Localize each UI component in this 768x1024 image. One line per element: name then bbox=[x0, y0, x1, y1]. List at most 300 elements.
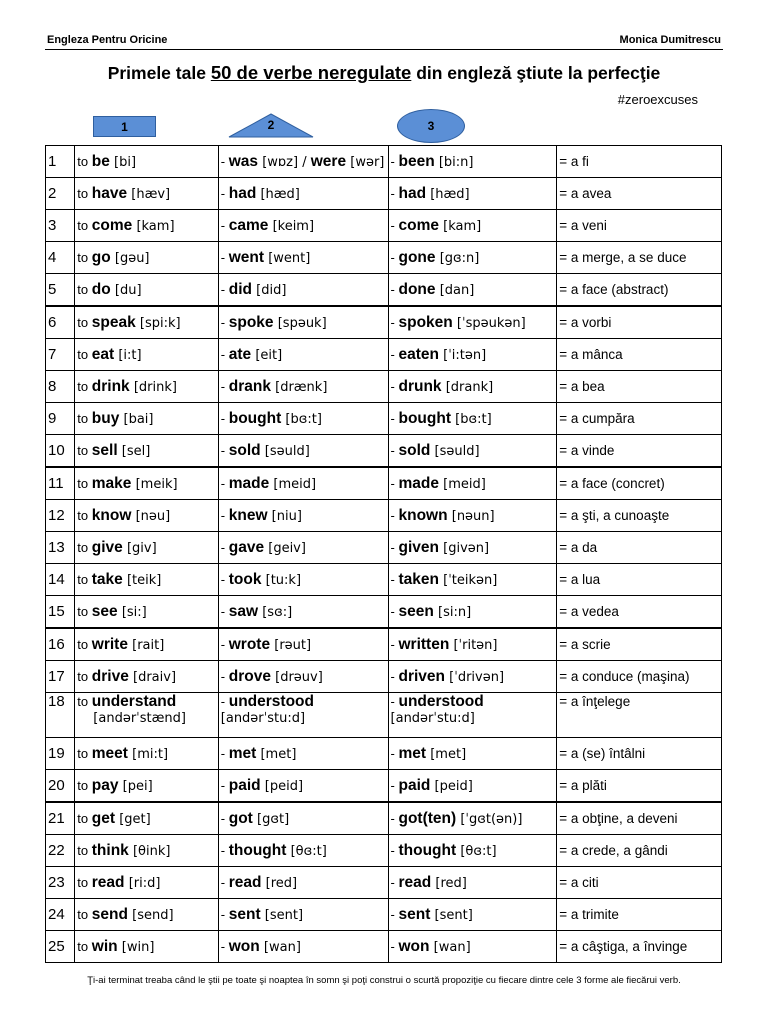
infinitive-cell bbox=[75, 596, 218, 629]
table-row bbox=[46, 210, 722, 242]
past-simple-cell bbox=[218, 899, 388, 931]
verb-past-participle-phonetic: [ˈi:tən] bbox=[443, 347, 487, 363]
infinitive-cell bbox=[75, 339, 218, 371]
past-participle-cell bbox=[388, 770, 557, 803]
translation: = a avea bbox=[559, 186, 612, 201]
verb-past-participle-phonetic: [andərˈstu:d] bbox=[390, 711, 475, 726]
verb-to: to bbox=[77, 810, 92, 826]
past-simple-cell bbox=[218, 500, 388, 532]
verb-past-participle: gone bbox=[398, 248, 436, 266]
verb-infinitive: speak bbox=[91, 313, 136, 331]
translation: = a conduce (maşina) bbox=[559, 669, 690, 684]
verb-infinitive-phonetic: [get] bbox=[119, 811, 151, 827]
infinitive-cell bbox=[75, 306, 218, 339]
row-number: 20 bbox=[46, 770, 75, 803]
verb-past-participle: drunk bbox=[398, 377, 442, 395]
table-row bbox=[46, 661, 722, 693]
translation: = a vedea bbox=[559, 604, 619, 619]
dash: - bbox=[390, 668, 399, 684]
past-simple-cell bbox=[218, 802, 388, 835]
verb-past-participle: sent bbox=[398, 905, 431, 923]
table-row bbox=[46, 500, 722, 532]
past-simple-cell bbox=[218, 146, 388, 178]
verb-to: to bbox=[77, 777, 92, 793]
verb-infinitive: meet bbox=[91, 744, 128, 762]
table-row bbox=[46, 178, 722, 210]
infinitive-cell bbox=[75, 867, 218, 899]
past-participle-cell bbox=[388, 564, 557, 596]
past-participle-cell bbox=[388, 899, 557, 931]
verb-infinitive-phonetic: [send] bbox=[132, 907, 174, 923]
translation-cell bbox=[557, 738, 722, 770]
header-divider bbox=[45, 49, 723, 50]
row-number: 13 bbox=[46, 532, 75, 564]
verb-past-participle-phonetic: [gɞ:n] bbox=[439, 250, 480, 266]
verb-past-participle-phonetic: [səuld] bbox=[434, 443, 480, 459]
verb-past-participle-phonetic: [ˈspəukən] bbox=[456, 315, 526, 331]
dash: - bbox=[390, 810, 399, 826]
translation: = a lua bbox=[559, 572, 601, 587]
dash: - bbox=[390, 217, 399, 233]
past-participle-cell bbox=[388, 596, 557, 629]
verb-to: to bbox=[77, 745, 92, 761]
table-row bbox=[46, 403, 722, 435]
hashtag: #zeroexcuses bbox=[617, 92, 698, 107]
verb-infinitive: understand bbox=[91, 693, 177, 710]
dash: - bbox=[220, 842, 229, 858]
verb-past-simple-phonetic: [spəuk] bbox=[277, 315, 327, 331]
verb-infinitive: write bbox=[91, 635, 128, 653]
verb-past-participle-phonetic: [givən] bbox=[443, 540, 490, 556]
dash: - bbox=[220, 874, 229, 890]
verb-past-simple-phonetic: [meid] bbox=[273, 476, 317, 492]
dash: - bbox=[220, 378, 229, 394]
verb-infinitive-phonetic: [rait] bbox=[132, 637, 165, 653]
verb-past-participle-phonetic: [bi:n] bbox=[438, 154, 474, 170]
row-number: 23 bbox=[46, 867, 75, 899]
verb-past-simple: got bbox=[228, 809, 253, 827]
verb-past-simple-phonetic: [andərˈstu:d] bbox=[220, 711, 306, 726]
translation-cell bbox=[557, 339, 722, 371]
dash: - bbox=[220, 346, 229, 362]
dash: - bbox=[220, 668, 229, 684]
verb-past-simple-phonetic: [səuld] bbox=[264, 443, 310, 459]
verb-past-participle-phonetic: [ˈgɞt(ən)] bbox=[460, 811, 523, 827]
past-participle-cell bbox=[388, 371, 557, 403]
verb-past-participle: eaten bbox=[398, 345, 439, 363]
verb-past-participle: read bbox=[398, 873, 432, 891]
dash: - bbox=[390, 507, 399, 523]
past-simple-cell bbox=[218, 738, 388, 770]
verb-past-participle-phonetic: [dan] bbox=[439, 282, 475, 298]
verb-past-simple-phonetic: [wɒz] bbox=[262, 154, 299, 170]
verb-to: to bbox=[77, 378, 92, 394]
row-number: 6 bbox=[46, 306, 75, 339]
table-row bbox=[46, 802, 722, 835]
verb-to: to bbox=[77, 571, 92, 587]
verb-infinitive-phonetic: [meik] bbox=[135, 476, 178, 492]
verb-past-simple: came bbox=[228, 216, 269, 234]
infinitive-cell bbox=[75, 802, 218, 835]
infinitive-cell bbox=[75, 899, 218, 931]
table-row bbox=[46, 596, 722, 629]
dash: - bbox=[220, 185, 229, 201]
verb-infinitive: go bbox=[91, 248, 111, 266]
translation-cell bbox=[557, 532, 722, 564]
table-row bbox=[46, 274, 722, 307]
infinitive-cell bbox=[75, 500, 218, 532]
past-participle-cell bbox=[388, 802, 557, 835]
translation: = a crede, a gândi bbox=[559, 843, 668, 858]
translation: = a obţine, a deveni bbox=[559, 811, 678, 826]
verb-past-simple-phonetic: [sɞ:] bbox=[262, 604, 293, 620]
translation-cell bbox=[557, 403, 722, 435]
dash: - bbox=[390, 938, 399, 954]
dash: - bbox=[390, 906, 399, 922]
verb-infinitive: know bbox=[91, 506, 132, 524]
verb-to: to bbox=[77, 842, 92, 858]
verb-past-simple-phonetic: [geiv] bbox=[268, 540, 306, 556]
verb-to: to bbox=[77, 410, 92, 426]
dash: - bbox=[390, 842, 399, 858]
verb-past-simple: drank bbox=[228, 377, 271, 395]
translation-cell bbox=[557, 802, 722, 835]
verb-past-simple-phonetic: [peid] bbox=[264, 778, 304, 794]
verb-past-simple-phonetic: [bɞ:t] bbox=[285, 411, 322, 427]
past-simple-cell bbox=[218, 564, 388, 596]
dash: - bbox=[220, 603, 229, 619]
past-participle-cell bbox=[388, 931, 557, 963]
translation: = a cumpăra bbox=[559, 411, 635, 426]
translation-cell bbox=[557, 931, 722, 963]
dash: - bbox=[390, 378, 399, 394]
verb-past-participle: taken bbox=[398, 570, 439, 588]
verb-infinitive-phonetic: [giv] bbox=[126, 540, 157, 556]
dash: - bbox=[390, 874, 399, 890]
row-number: 10 bbox=[46, 435, 75, 468]
verb-past-simple-phonetic: [θɞ:t] bbox=[290, 843, 327, 859]
row-number: 18 bbox=[46, 693, 75, 738]
verb-infinitive: buy bbox=[91, 409, 120, 427]
verb-infinitive: drive bbox=[91, 667, 129, 685]
past-participle-cell bbox=[388, 403, 557, 435]
verb-past-participle-phonetic: [meid] bbox=[443, 476, 486, 492]
verb-past-simple: won bbox=[228, 937, 260, 955]
verb-past-simple: paid bbox=[228, 776, 261, 794]
row-number: 9 bbox=[46, 403, 75, 435]
past-simple-cell bbox=[218, 867, 388, 899]
translation-cell bbox=[557, 693, 722, 738]
past-participle-cell bbox=[388, 628, 557, 661]
translation-cell bbox=[557, 371, 722, 403]
verb-infinitive: be bbox=[91, 152, 110, 170]
dash: - bbox=[390, 636, 399, 652]
title-prefix: Primele tale bbox=[107, 63, 211, 83]
row-number: 5 bbox=[46, 274, 75, 307]
verb-past-participle: paid bbox=[398, 776, 431, 794]
infinitive-cell bbox=[75, 435, 218, 468]
past-participle-cell bbox=[388, 178, 557, 210]
verb-past-participle-phonetic: [si:n] bbox=[438, 604, 472, 620]
verb-past-simple: took bbox=[228, 570, 262, 588]
verb-past-participle-phonetic: [ˈritən] bbox=[453, 637, 498, 653]
verb-past-simple-alt: were bbox=[310, 152, 347, 170]
row-number: 19 bbox=[46, 738, 75, 770]
past-simple-cell bbox=[218, 339, 388, 371]
verb-past-simple: knew bbox=[228, 506, 268, 524]
verb-infinitive: read bbox=[91, 873, 125, 891]
verb-infinitive-phonetic: [win] bbox=[121, 939, 155, 955]
verb-to: to bbox=[77, 874, 92, 890]
translation: = a bea bbox=[559, 379, 605, 394]
table-row bbox=[46, 835, 722, 867]
verb-to: to bbox=[77, 668, 92, 684]
row-number: 2 bbox=[46, 178, 75, 210]
translation: = a vinde bbox=[559, 443, 615, 458]
past-simple-cell bbox=[218, 931, 388, 963]
translation-cell bbox=[557, 867, 722, 899]
infinitive-cell bbox=[75, 693, 218, 738]
dash: - bbox=[220, 810, 229, 826]
verb-past-participle-phonetic: [nəun] bbox=[451, 508, 495, 524]
translation: = a merge, a se duce bbox=[559, 250, 687, 265]
translation-cell bbox=[557, 178, 722, 210]
verb-past-simple-alt-phonetic: [wər] bbox=[350, 154, 385, 170]
verb-past-simple: drove bbox=[228, 667, 271, 685]
dash: - bbox=[220, 249, 229, 265]
translation-cell bbox=[557, 628, 722, 661]
past-participle-cell bbox=[388, 210, 557, 242]
verb-to: to bbox=[77, 185, 92, 201]
table-row bbox=[46, 467, 722, 500]
verb-past-participle-phonetic: [ˈteikən] bbox=[443, 572, 498, 588]
verb-past-simple: understood bbox=[228, 693, 314, 710]
verb-past-simple: wrote bbox=[228, 635, 271, 653]
dash: - bbox=[390, 314, 399, 330]
verb-infinitive-phonetic: [du] bbox=[114, 282, 142, 298]
past-simple-cell bbox=[218, 371, 388, 403]
row-number: 24 bbox=[46, 899, 75, 931]
dash: - bbox=[220, 777, 229, 793]
past-simple-cell bbox=[218, 770, 388, 803]
verb-past-participle: been bbox=[398, 152, 435, 170]
past-simple-cell bbox=[218, 467, 388, 500]
verb-past-participle: come bbox=[398, 216, 439, 234]
past-simple-cell bbox=[218, 532, 388, 564]
verb-past-participle: had bbox=[398, 184, 427, 202]
verb-infinitive-phonetic: [ri:d] bbox=[128, 875, 161, 891]
verb-to: to bbox=[77, 906, 92, 922]
translation-cell bbox=[557, 146, 722, 178]
past-simple-cell bbox=[218, 210, 388, 242]
translation-cell bbox=[557, 306, 722, 339]
translation-cell bbox=[557, 500, 722, 532]
dash: - bbox=[390, 539, 399, 555]
verb-past-participle: driven bbox=[398, 667, 445, 685]
verb-infinitive-phonetic: [teik] bbox=[126, 572, 162, 588]
verb-infinitive-phonetic: [drink] bbox=[133, 379, 177, 395]
verb-past-participle: understood bbox=[398, 693, 484, 710]
row-number: 22 bbox=[46, 835, 75, 867]
table-row bbox=[46, 242, 722, 274]
verb-infinitive-phonetic: [pei] bbox=[122, 778, 153, 794]
translation-cell bbox=[557, 210, 722, 242]
verb-to: to bbox=[77, 249, 92, 265]
dash: - bbox=[390, 442, 399, 458]
verb-past-participle-phonetic: [wan] bbox=[433, 939, 471, 955]
row-number: 14 bbox=[46, 564, 75, 596]
verb-infinitive-phonetic: [bai] bbox=[123, 411, 154, 427]
verb-to: to bbox=[77, 507, 92, 523]
translation-cell bbox=[557, 770, 722, 803]
verb-past-participle: done bbox=[398, 280, 436, 298]
verb-past-simple-phonetic: [sent] bbox=[264, 907, 304, 923]
row-number: 21 bbox=[46, 802, 75, 835]
past-participle-cell bbox=[388, 146, 557, 178]
column-marker-1 bbox=[93, 116, 156, 137]
verb-past-participle-phonetic: [bɞ:t] bbox=[455, 411, 492, 427]
past-participle-cell bbox=[388, 467, 557, 500]
verb-infinitive: do bbox=[91, 280, 111, 298]
dash: - bbox=[390, 475, 399, 491]
verb-past-simple: thought bbox=[228, 841, 287, 859]
past-simple-cell bbox=[218, 661, 388, 693]
translation: = a face (concret) bbox=[559, 476, 665, 491]
past-participle-cell bbox=[388, 661, 557, 693]
translation: = a vorbi bbox=[559, 315, 612, 330]
row-number: 7 bbox=[46, 339, 75, 371]
verb-past-simple-phonetic: [drəuv] bbox=[275, 669, 323, 685]
verb-past-participle: seen bbox=[398, 602, 434, 620]
verb-to: to bbox=[77, 281, 92, 297]
infinitive-cell bbox=[75, 210, 218, 242]
verb-past-participle: made bbox=[398, 474, 439, 492]
verb-infinitive: get bbox=[91, 809, 116, 827]
verb-past-simple: sent bbox=[228, 905, 261, 923]
infinitive-cell bbox=[75, 146, 218, 178]
verb-infinitive: eat bbox=[91, 345, 115, 363]
verb-past-participle: got(ten) bbox=[398, 809, 457, 827]
past-simple-cell bbox=[218, 306, 388, 339]
footer-note: Ţi-ai terminat treaba când le ştii pe toate şi noaptea în somn şi poţi construi o scurtă propoziţie cu fiecare dintre cele 3 forme ale fiecărui verb. bbox=[87, 975, 681, 986]
table-row bbox=[46, 899, 722, 931]
table-row bbox=[46, 339, 722, 371]
verb-past-simple-phonetic: [tu:k] bbox=[265, 572, 302, 588]
table-row bbox=[46, 693, 722, 738]
infinitive-cell bbox=[75, 835, 218, 867]
verb-infinitive-phonetic: [gəu] bbox=[114, 250, 150, 266]
row-number: 12 bbox=[46, 500, 75, 532]
translation: = a veni bbox=[559, 218, 607, 233]
verb-past-participle-phonetic: [peid] bbox=[434, 778, 473, 794]
past-simple-cell bbox=[218, 596, 388, 629]
dash: - bbox=[390, 185, 399, 201]
infinitive-cell bbox=[75, 403, 218, 435]
past-participle-cell bbox=[388, 867, 557, 899]
row-number: 17 bbox=[46, 661, 75, 693]
translation-cell bbox=[557, 564, 722, 596]
dash: - bbox=[390, 410, 399, 426]
verb-past-simple: read bbox=[228, 873, 262, 891]
verb-to: to bbox=[77, 475, 92, 491]
past-participle-cell bbox=[388, 306, 557, 339]
verb-past-participle-phonetic: [hæd] bbox=[430, 186, 470, 202]
translation: = a scrie bbox=[559, 637, 611, 652]
verb-past-participle-phonetic: [met] bbox=[430, 746, 467, 762]
verb-past-participle: given bbox=[398, 538, 439, 556]
verb-infinitive: give bbox=[91, 538, 123, 556]
verb-past-participle: written bbox=[398, 635, 450, 653]
verb-to: to bbox=[77, 938, 92, 954]
dash: - bbox=[220, 281, 229, 297]
verb-infinitive: make bbox=[91, 474, 132, 492]
verb-to: to bbox=[77, 153, 92, 169]
verb-infinitive: think bbox=[91, 841, 129, 859]
past-simple-cell bbox=[218, 403, 388, 435]
past-participle-cell bbox=[388, 835, 557, 867]
slash: / bbox=[298, 154, 311, 170]
translation: = a înţelege bbox=[559, 694, 631, 709]
verb-past-simple-phonetic: [drænk] bbox=[275, 379, 328, 395]
translation: = a (se) întâlni bbox=[559, 746, 646, 761]
translation: = a trimite bbox=[559, 907, 619, 922]
verb-infinitive-phonetic: [hæv] bbox=[131, 186, 171, 202]
past-participle-cell bbox=[388, 435, 557, 468]
table-row bbox=[46, 628, 722, 661]
past-simple-cell bbox=[218, 693, 388, 738]
dash: - bbox=[390, 571, 399, 587]
verb-infinitive-phonetic: [andərˈstænd] bbox=[93, 711, 186, 726]
verb-past-simple-phonetic: [eit] bbox=[255, 347, 283, 363]
dash: - bbox=[220, 906, 229, 922]
infinitive-cell bbox=[75, 661, 218, 693]
row-number: 3 bbox=[46, 210, 75, 242]
verb-to: to bbox=[77, 346, 92, 362]
dash: - bbox=[220, 507, 229, 523]
verb-past-simple-phonetic: [red] bbox=[265, 875, 298, 891]
verb-infinitive: sell bbox=[91, 441, 118, 459]
verb-past-simple-phonetic: [rəut] bbox=[274, 637, 312, 653]
dash: - bbox=[220, 217, 229, 233]
verb-past-participle-phonetic: [kam] bbox=[443, 218, 482, 234]
verb-to: to bbox=[77, 442, 92, 458]
column-marker-2-label: 2 bbox=[267, 118, 275, 132]
past-participle-cell bbox=[388, 242, 557, 274]
verb-past-participle-phonetic: [drank] bbox=[445, 379, 494, 395]
dash: - bbox=[390, 603, 399, 619]
header-left-title: Engleza Pentru Oricine bbox=[47, 34, 168, 46]
verb-to: to bbox=[77, 314, 92, 330]
verb-past-simple: gave bbox=[228, 538, 265, 556]
row-number: 1 bbox=[46, 146, 75, 178]
verb-past-participle: known bbox=[398, 506, 448, 524]
translation: = a câştiga, a învinge bbox=[559, 939, 688, 954]
infinitive-cell bbox=[75, 628, 218, 661]
dash: - bbox=[390, 249, 399, 265]
irregular-verbs-table bbox=[45, 145, 722, 963]
verb-past-simple: was bbox=[228, 152, 259, 170]
dash: - bbox=[390, 346, 399, 362]
verb-to: to bbox=[77, 539, 92, 555]
verb-to: to bbox=[77, 694, 92, 709]
infinitive-cell bbox=[75, 931, 218, 963]
table-row bbox=[46, 371, 722, 403]
dash: - bbox=[390, 153, 399, 169]
verb-past-simple-phonetic: [keim] bbox=[272, 218, 315, 234]
table-row bbox=[46, 867, 722, 899]
verb-infinitive-phonetic: [nəu] bbox=[135, 508, 171, 524]
translation: = a citi bbox=[559, 875, 599, 890]
